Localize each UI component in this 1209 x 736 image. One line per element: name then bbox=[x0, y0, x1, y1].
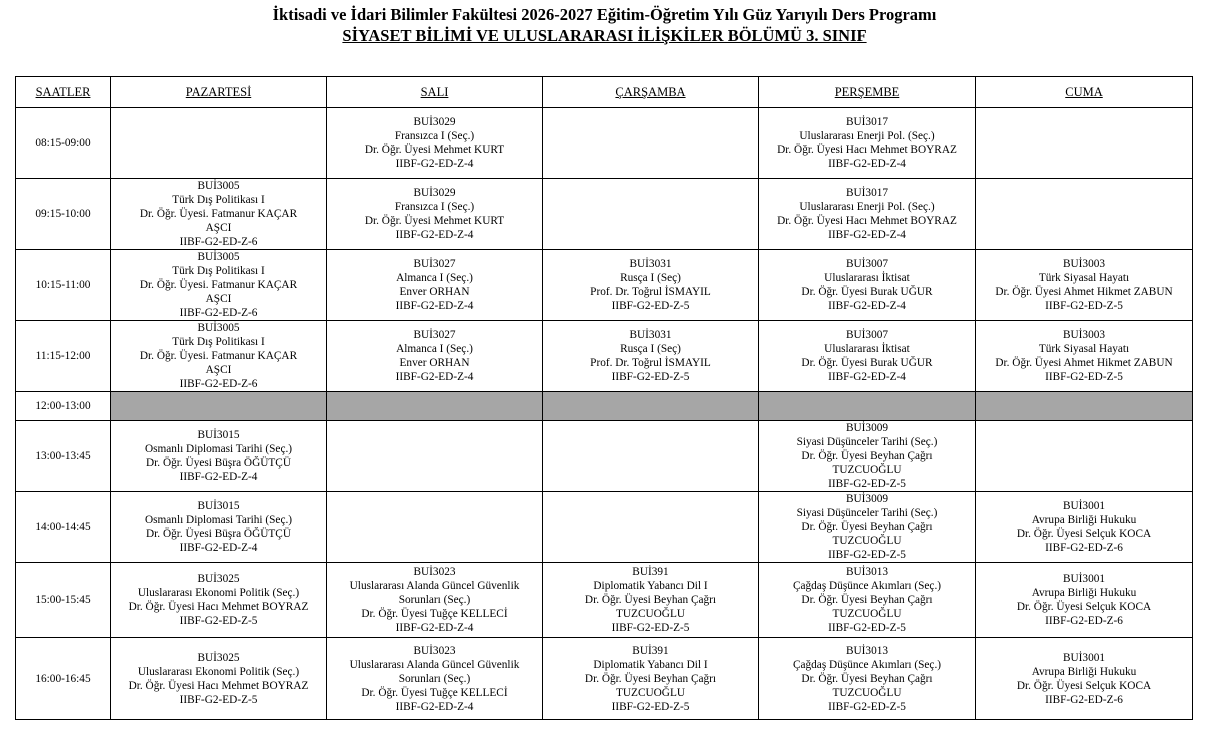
course-cell-wednesday bbox=[543, 108, 759, 179]
course-detail: Çağdaş Düşünce Akımları (Seç.) bbox=[792, 658, 942, 671]
course-code: BUİ3027 bbox=[413, 329, 456, 341]
course-detail: Dr. Öğr. Üyesi Ahmet Hikmet ZABUN bbox=[995, 357, 1173, 369]
course-cell-monday bbox=[111, 108, 327, 179]
course-cell-thursday bbox=[759, 250, 976, 321]
course-detail: IIBF-G2-ED-Z-5 bbox=[611, 371, 690, 383]
course-code: BUİ3029 bbox=[413, 116, 456, 128]
course-cell-tuesday bbox=[327, 563, 543, 638]
course-detail: IIBF-G2-ED-Z-5 bbox=[1045, 300, 1123, 312]
course-detail: Sorunları (Seç.) bbox=[398, 594, 471, 606]
course-detail: Dr. Öğr. Üyesi. Fatmanur KAÇAR bbox=[139, 350, 298, 362]
document-title: İktisadi ve İdari Bilimler Fakültesi 2026-2027 Eğitim-Öğretim Yılı Güz Yarıyılı Ders Programı bbox=[272, 5, 937, 24]
table-row bbox=[16, 321, 1193, 392]
course-code: BUİ3031 bbox=[629, 258, 672, 270]
course-detail: IIBF-G2-ED-Z-4 bbox=[395, 622, 474, 634]
course-cell-thursday bbox=[759, 563, 976, 638]
course-detail: Dr. Öğr. Üyesi Beyhan Çağrı bbox=[584, 594, 717, 606]
course-detail: IIBF-G2-ED-Z-6 bbox=[179, 236, 258, 248]
course-detail: Dr. Öğr. Üyesi Büşra ÖĞÜTÇÜ bbox=[146, 528, 291, 540]
course-detail: Siyasi Düşünceler Tarihi (Seç.) bbox=[796, 436, 938, 448]
course-detail: Dr. Öğr. Üyesi. Fatmanur KAÇAR bbox=[139, 279, 298, 291]
course-cell-monday bbox=[111, 492, 327, 563]
course-detail: Çağdaş Düşünce Akımları (Seç.) bbox=[792, 580, 942, 592]
course-detail: TUZCUOĞLU bbox=[615, 686, 686, 699]
course-cell-monday bbox=[111, 179, 327, 250]
course-detail: Türk Siyasal Hayatı bbox=[1038, 343, 1130, 355]
course-detail: IIBF-G2-ED-Z-5 bbox=[1045, 371, 1123, 383]
course-detail: Prof. Dr. Toğrul İSMAYIL bbox=[590, 286, 711, 298]
course-detail: Sorunları (Seç.) bbox=[398, 672, 471, 685]
column-header-friday: CUMA bbox=[976, 77, 1193, 108]
course-detail: Dr. Öğr. Üyesi Beyhan Çağrı bbox=[584, 672, 717, 685]
column-header-monday: PAZARTESİ bbox=[111, 77, 327, 108]
course-cell-thursday bbox=[759, 492, 976, 563]
course-detail: IIBF-G2-ED-Z-5 bbox=[828, 549, 906, 561]
course-cell-tuesday bbox=[327, 492, 543, 563]
course-detail: IIBF-G2-ED-Z-4 bbox=[395, 371, 474, 383]
course-detail: Siyasi Düşünceler Tarihi (Seç.) bbox=[796, 507, 938, 519]
course-detail: Fransızca I (Seç.) bbox=[394, 130, 475, 142]
course-code: BUİ3003 bbox=[1062, 258, 1106, 270]
course-cell-thursday bbox=[759, 321, 976, 392]
course-detail: Dr. Öğr. Üyesi Mehmet KURT bbox=[364, 215, 505, 227]
course-detail: IIBF-G2-ED-Z-4 bbox=[395, 300, 474, 312]
time-slot: 13:00-13:45 bbox=[16, 421, 111, 492]
course-detail: Dr. Öğr. Üyesi Selçuk KOCA bbox=[1016, 528, 1152, 540]
course-code: BUİ3025 bbox=[197, 573, 240, 585]
course-detail: AŞCI bbox=[205, 364, 232, 376]
course-detail: IIBF-G2-ED-Z-5 bbox=[179, 693, 258, 706]
course-cell-wednesday bbox=[543, 250, 759, 321]
course-cell-monday bbox=[111, 392, 327, 421]
course-detail: Dr. Öğr. Üyesi. Fatmanur KAÇAR bbox=[139, 208, 298, 220]
course-code: BUİ3005 bbox=[197, 180, 240, 192]
course-detail: Uluslararası Enerji Pol. (Seç.) bbox=[799, 201, 935, 213]
course-code: BUİ3029 bbox=[413, 187, 456, 199]
course-detail: IIBF-G2-ED-Z-4 bbox=[828, 371, 906, 383]
course-detail: Almanca I (Seç.) bbox=[396, 272, 473, 284]
course-detail: Dr. Öğr. Üyesi Burak UĞUR bbox=[801, 357, 933, 369]
course-detail: Uluslararası İktisat bbox=[824, 272, 910, 284]
course-code: BUİ3015 bbox=[197, 429, 240, 441]
course-code: BUİ3005 bbox=[197, 251, 240, 263]
course-detail: Dr. Öğr. Üyesi Beyhan Çağrı bbox=[801, 594, 933, 606]
course-detail: Avrupa Birliği Hukuku bbox=[1031, 514, 1137, 526]
department-title: SİYASET BİLİMİ VE ULUSLARARASI İLİŞKİLER BÖLÜMÜ 3. SINIF bbox=[342, 26, 867, 45]
course-code: BUİ3003 bbox=[1062, 329, 1106, 341]
course-detail: Prof. Dr. Toğrul İSMAYIL bbox=[590, 357, 711, 369]
table-row bbox=[16, 108, 1193, 179]
course-code: BUİ3007 bbox=[845, 329, 889, 341]
course-detail: Uluslararası İktisat bbox=[824, 343, 910, 355]
course-detail: Türk Dış Politikası I bbox=[172, 336, 265, 348]
course-cell-monday bbox=[111, 421, 327, 492]
table-row bbox=[16, 563, 1193, 638]
course-cell-wednesday bbox=[543, 321, 759, 392]
course-detail: Dr. Öğr. Üyesi Ahmet Hikmet ZABUN bbox=[995, 286, 1173, 298]
course-code: BUİ3031 bbox=[629, 329, 672, 341]
course-detail: Almanca I (Seç.) bbox=[396, 343, 473, 355]
course-detail: Diplomatik Yabancı Dil I bbox=[593, 658, 708, 671]
course-detail: TUZCUOĞLU bbox=[832, 608, 902, 620]
course-cell-thursday bbox=[759, 392, 976, 421]
column-header-time: SAATLER bbox=[16, 77, 111, 108]
course-detail: IIBF-G2-ED-Z-5 bbox=[179, 615, 258, 627]
course-cell-tuesday bbox=[327, 250, 543, 321]
course-cell-friday bbox=[976, 563, 1193, 638]
course-code: BUİ3009 bbox=[845, 493, 889, 505]
course-code: BUİ3023 bbox=[413, 566, 456, 578]
time-slot: 15:00-15:45 bbox=[16, 563, 111, 638]
course-detail: IIBF-G2-ED-Z-6 bbox=[1045, 615, 1123, 627]
table-row bbox=[16, 638, 1193, 720]
course-detail: Diplomatik Yabancı Dil I bbox=[593, 580, 708, 592]
course-detail: IIBF-G2-ED-Z-4 bbox=[179, 542, 258, 554]
time-slot: 08:15-09:00 bbox=[16, 108, 111, 179]
course-cell-friday bbox=[976, 492, 1193, 563]
course-cell-wednesday bbox=[543, 179, 759, 250]
course-cell-monday bbox=[111, 321, 327, 392]
course-cell-monday bbox=[111, 638, 327, 720]
time-slot: 11:15-12:00 bbox=[16, 321, 111, 392]
course-detail: Dr. Öğr. Üyesi Tuğçe KELLECİ bbox=[361, 686, 508, 699]
course-detail: Dr. Öğr. Üyesi Selçuk KOCA bbox=[1016, 601, 1152, 613]
course-detail: IIBF-G2-ED-Z-5 bbox=[828, 478, 906, 490]
schedule-table bbox=[15, 76, 1193, 720]
course-detail: Dr. Öğr. Üyesi Tuğçe KELLECİ bbox=[361, 608, 508, 620]
course-cell-wednesday bbox=[543, 492, 759, 563]
time-slot: 10:15-11:00 bbox=[16, 250, 111, 321]
course-detail: Enver ORHAN bbox=[399, 286, 470, 298]
course-detail: IIBF-G2-ED-Z-5 bbox=[828, 622, 906, 634]
schedule-body bbox=[16, 108, 1193, 720]
course-code: BUİ3009 bbox=[845, 422, 889, 434]
course-detail: Rusça I (Seç) bbox=[620, 343, 681, 355]
course-cell-tuesday bbox=[327, 179, 543, 250]
course-cell-friday bbox=[976, 108, 1193, 179]
time-slot: 12:00-13:00 bbox=[16, 392, 111, 421]
course-detail: IIBF-G2-ED-Z-6 bbox=[179, 307, 258, 319]
course-detail: Osmanlı Diplomasi Tarihi (Seç.) bbox=[144, 514, 293, 526]
course-detail: TUZCUOĞLU bbox=[832, 686, 902, 699]
course-detail: Türk Dış Politikası I bbox=[172, 194, 265, 206]
course-cell-wednesday bbox=[543, 421, 759, 492]
course-detail: Fransızca I (Seç.) bbox=[394, 201, 475, 213]
table-row bbox=[16, 179, 1193, 250]
course-detail: IIBF-G2-ED-Z-5 bbox=[611, 300, 690, 312]
course-cell-friday bbox=[976, 421, 1193, 492]
course-detail: IIBF-G2-ED-Z-4 bbox=[828, 229, 906, 241]
header-row bbox=[16, 77, 1193, 108]
course-detail: TUZCUOĞLU bbox=[832, 535, 902, 547]
course-detail: Uluslararası Alanda Güncel Güvenlik bbox=[349, 580, 520, 592]
course-code: BUİ3001 bbox=[1062, 651, 1106, 664]
course-code: BUİ3023 bbox=[413, 644, 456, 657]
course-code: BUİ391 bbox=[632, 644, 669, 657]
course-detail: IIBF-G2-ED-Z-4 bbox=[395, 229, 474, 241]
course-detail: IIBF-G2-ED-Z-6 bbox=[1045, 542, 1123, 554]
course-detail: TUZCUOĞLU bbox=[615, 608, 686, 620]
course-cell-friday bbox=[976, 179, 1193, 250]
course-detail: Uluslararası Alanda Güncel Güvenlik bbox=[349, 658, 520, 671]
course-cell-monday bbox=[111, 563, 327, 638]
table-row bbox=[16, 421, 1193, 492]
course-cell-wednesday bbox=[543, 638, 759, 720]
course-detail: Dr. Öğr. Üyesi Beyhan Çağrı bbox=[801, 450, 933, 462]
time-slot: 14:00-14:45 bbox=[16, 492, 111, 563]
course-code: BUİ3013 bbox=[845, 566, 889, 578]
course-detail: IIBF-G2-ED-Z-5 bbox=[611, 622, 690, 634]
course-cell-tuesday bbox=[327, 392, 543, 421]
course-detail: Dr. Öğr. Üyesi Selçuk KOCA bbox=[1016, 679, 1152, 692]
course-cell-tuesday bbox=[327, 638, 543, 720]
column-header-tuesday: SALI bbox=[327, 77, 543, 108]
course-detail: Dr. Öğr. Üyesi Beyhan Çağrı bbox=[801, 672, 933, 685]
course-cell-thursday bbox=[759, 638, 976, 720]
course-code: BUİ3017 bbox=[845, 187, 889, 199]
course-detail: Türk Dış Politikası I bbox=[172, 265, 265, 277]
course-detail: Uluslararası Ekonomi Politik (Seç.) bbox=[137, 665, 300, 678]
course-code: BUİ391 bbox=[632, 566, 669, 578]
course-detail: IIBF-G2-ED-Z-4 bbox=[395, 700, 474, 713]
course-code: BUİ3027 bbox=[413, 258, 456, 270]
course-detail: Dr. Öğr. Üyesi Hacı Mehmet BOYRAZ bbox=[128, 679, 309, 692]
course-detail: Dr. Öğr. Üyesi Burak UĞUR bbox=[801, 286, 933, 298]
course-detail: Dr. Öğr. Üyesi Beyhan Çağrı bbox=[801, 521, 933, 533]
course-detail: Dr. Öğr. Üyesi Büşra ÖĞÜTÇÜ bbox=[146, 457, 291, 469]
course-cell-thursday bbox=[759, 108, 976, 179]
course-cell-tuesday bbox=[327, 321, 543, 392]
course-cell-friday bbox=[976, 250, 1193, 321]
course-detail: IIBF-G2-ED-Z-5 bbox=[828, 700, 906, 713]
course-detail: Avrupa Birliği Hukuku bbox=[1031, 587, 1137, 599]
course-code: BUİ3005 bbox=[197, 322, 240, 334]
course-detail: Avrupa Birliği Hukuku bbox=[1031, 665, 1137, 678]
time-slot: 09:15-10:00 bbox=[16, 179, 111, 250]
course-cell-thursday bbox=[759, 179, 976, 250]
course-cell-thursday bbox=[759, 421, 976, 492]
column-header-thursday: PERŞEMBE bbox=[759, 77, 976, 108]
course-code: BUİ3001 bbox=[1062, 500, 1106, 512]
course-code: BUİ3015 bbox=[197, 500, 240, 512]
course-cell-wednesday bbox=[543, 392, 759, 421]
course-detail: AŞCI bbox=[205, 293, 232, 305]
course-detail: IIBF-G2-ED-Z-4 bbox=[395, 158, 474, 170]
course-cell-friday bbox=[976, 321, 1193, 392]
course-detail: IIBF-G2-ED-Z-4 bbox=[828, 300, 906, 312]
course-cell-friday bbox=[976, 392, 1193, 421]
course-cell-wednesday bbox=[543, 563, 759, 638]
course-detail: Uluslararası Enerji Pol. (Seç.) bbox=[799, 130, 935, 142]
course-detail: Rusça I (Seç) bbox=[620, 272, 681, 284]
course-detail: IIBF-G2-ED-Z-6 bbox=[179, 378, 258, 390]
table-row bbox=[16, 492, 1193, 563]
course-cell-tuesday bbox=[327, 108, 543, 179]
table-row bbox=[16, 250, 1193, 321]
course-detail: TUZCUOĞLU bbox=[832, 464, 902, 476]
course-cell-friday bbox=[976, 638, 1193, 720]
course-detail: Enver ORHAN bbox=[399, 357, 470, 369]
course-detail: Osmanlı Diplomasi Tarihi (Seç.) bbox=[144, 443, 293, 455]
course-detail: Dr. Öğr. Üyesi Hacı Mehmet BOYRAZ bbox=[128, 601, 309, 613]
course-code: BUİ3017 bbox=[845, 116, 889, 128]
course-detail: IIBF-G2-ED-Z-5 bbox=[611, 700, 690, 713]
course-detail: AŞCI bbox=[205, 222, 232, 234]
course-detail: Dr. Öğr. Üyesi Hacı Mehmet BOYRAZ bbox=[777, 215, 957, 227]
course-detail: Dr. Öğr. Üyesi Mehmet KURT bbox=[364, 144, 505, 156]
course-detail: Uluslararası Ekonomi Politik (Seç.) bbox=[137, 587, 300, 599]
course-code: BUİ3001 bbox=[1062, 573, 1106, 585]
course-cell-monday bbox=[111, 250, 327, 321]
course-detail: IIBF-G2-ED-Z-4 bbox=[179, 471, 258, 483]
course-detail: IIBF-G2-ED-Z-6 bbox=[1045, 693, 1123, 706]
course-detail: Dr. Öğr. Üyesi Hacı Mehmet BOYRAZ bbox=[777, 144, 957, 156]
time-slot: 16:00-16:45 bbox=[16, 638, 111, 720]
course-code: BUİ3025 bbox=[197, 651, 240, 664]
course-detail: Türk Siyasal Hayatı bbox=[1038, 272, 1130, 284]
table-row bbox=[16, 392, 1193, 421]
course-cell-tuesday bbox=[327, 421, 543, 492]
column-header-wednesday: ÇARŞAMBA bbox=[543, 77, 759, 108]
course-code: BUİ3007 bbox=[845, 258, 889, 270]
course-detail: IIBF-G2-ED-Z-4 bbox=[828, 158, 906, 170]
course-code: BUİ3013 bbox=[845, 644, 889, 657]
